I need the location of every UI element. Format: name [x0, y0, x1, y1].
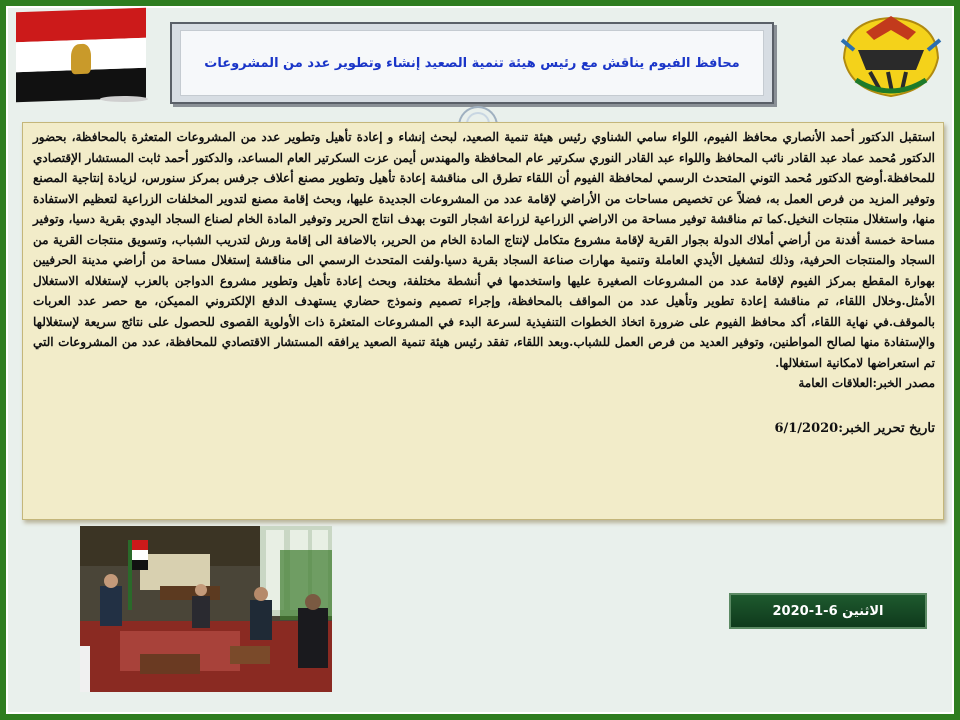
article-date [33, 421, 935, 436]
article-body: استقبل الدكتور أحمد الأنصاري محافظ الفيوم، اللواء سامي الشناوي رئيس هيئة تنمية الصعيد، لبحث إنشاء و إعادة تأهيل وتطوير عدد من المشروعات المتعثرة بالمحافظة، بحضور الدكتور مُحمد عماد عبد القادر نائب المحافظ واللواء عبد القادر النوري سكرتير عام المحافظة والمهندس أيمن عزت السكرتير العام المساعد، والدكتور أحمد ثابت المستشار الإقتصادي للمحافظة.أوضح الدكتور مُحمد التوني المتحدث الرسمي لمحافظة الفيوم أن اللقاء تطرق الى مناقشة إعادة تأهيل وتطوير مصنع أعلاف جرفس بمركز سنورس، لزيادة إنتاجية المصنع وتوفير المزيد من فرص العمل به، فضلاً عن تخصيص مساحات من الأراضي لإقامة عدد من المشروعات الجديدة عليها، وبحث إقامة مصنع لتدوير المخلفات الزراعية لتعظيم الاستفادة منها، واستغلال منتجات النخيل.كما تم مناقشة توفير مساحة من الاراضي الزراعية لزراعة اشجار التوت بهدف انتاج الحرير وتوفير المادة الخام لصناع السجاد اليدوي بقرية دسيا، وتوفير مساحة خمسة أفدنة من أراضي أملاك الدولة بجوار القرية لإقامة مشروع متكامل لإنتاج المادة الخام من الحرير، بالاضافة الى إقامة ورش لتدريب الشباب، وتسويق منتجات القرية من السجاد والمنتجات الحرفية، وذلك لتشغيل الأيدي العاملة وتنمية مهارات صناعة السجاد بقرية دسيا.ولفت المتحدث الرسمي الى مناقشة إستغلال مساحة من أراضي مدينة الحرفيين بهوارة المقطع بمركز الفيوم لإقامة عدد من المشروعات الصغيرة عليها واستخدمها في أنشطة مختلفة، وبحث إعادة تأهيل وتطوير مشروع الدواجن بالعزب لإستغلاله الاستغلال الأمثل.وخلال اللقاء، تم مناقشة إعادة تطوير وتأهيل عدد من المواقف بالمحافظة، وإجراء تصميم ونموذج حضاري يستهدف الدفع الإلكتروني المميكن، مع حصر عدد العربات بالموقف.في نهاية اللقاء، أكد محافظ الفيوم على ضرورة اتخاذ الخطوات التنفيذية لسرعة البدء في المشروعات المتعثرة ذات الأولوية القصوى للحصول على نتائج سريعة لإستغلالها والإستفادة منها لصالح المواطنين، وتوفير العديد من فرص العمل للشباب.وبعد اللقاء، تفقد رئيس هيئة تنمية الصعيد يرافقه المستشار الاقتصادي للمحافظة، عدد من المشروعات التي تم استعراضها لامكانية استغلالها. [33, 130, 935, 370]
article-date-label: تاريخ تحرير الخبر: [838, 421, 935, 436]
date-badge-text: الاثنين 6-1-2020 [772, 603, 884, 619]
meeting-photo-icon [80, 526, 332, 692]
headline-box [170, 22, 774, 104]
governorate-logo-icon [836, 10, 946, 102]
flag-shadow [100, 96, 148, 102]
article-panel [22, 122, 944, 520]
article-date-value: 6/1/2020 [774, 421, 839, 436]
headline-title: محافظ الفيوم يناقش مع رئيس هيئة تنمية الصعيد إنشاء وتطوير عدد من المشروعات [204, 55, 740, 71]
article-source: مصدر الخبر:العلاقات العامة [798, 376, 935, 390]
date-badge [729, 593, 927, 629]
egypt-flag-icon [16, 8, 146, 105]
